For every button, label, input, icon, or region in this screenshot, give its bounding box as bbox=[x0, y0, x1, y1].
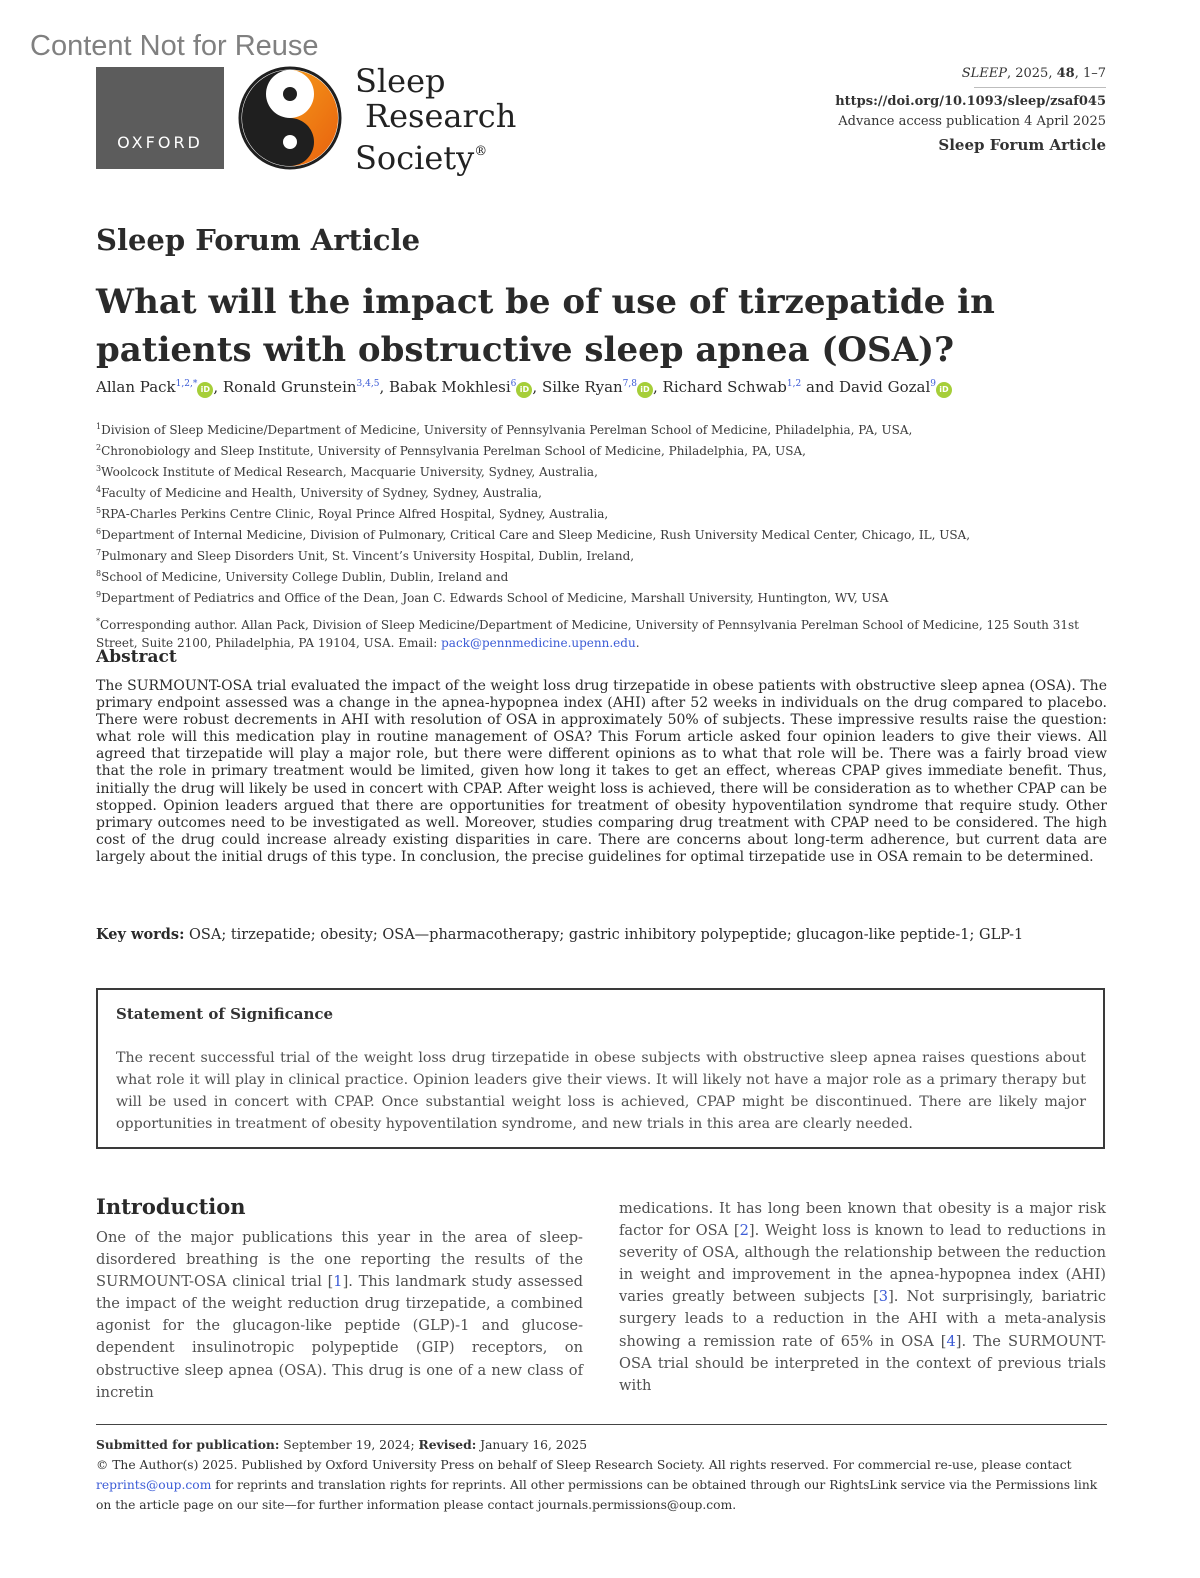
affiliation-item: $^5$RPA-Charles Perkins Centre Clinic, Royal Prince Alfred Hospital, Sydney, Australia, bbox=[96, 506, 609, 521]
affiliation-item: $^3$Woolcock Institute of Medical Research, Macquarie University, Sydney, Australia, bbox=[96, 464, 598, 479]
intro-column-right: medications. It has long been known that obesity is a major risk factor for OSA [2]. Weight loss is known to lead to reductions in severity of OSA, although the relationship between the reduction in weight and improvement in the apnea-hypopnea index (AHI) varies greatly between subjects [3]. Not surprisingly, bariatric surgery leads to a reduction in the AHI with a meta-analysis showing a remission rate of 65% in OSA [4]. The SURMOUNT-OSA trial should be interpreted in the context of previous trials with bbox=[619, 1200, 1106, 1394]
volume: 48 bbox=[1056, 66, 1075, 81]
society-name-line2: Research bbox=[365, 97, 517, 135]
author-affiliation-marks[interactable]: 1,2,* bbox=[175, 379, 198, 389]
sleep-research-society-logo bbox=[238, 66, 342, 170]
watermark-text: Content Not for Reuse bbox=[30, 30, 319, 62]
significance-box bbox=[96, 988, 1105, 1149]
society-name-line3: Society® bbox=[355, 139, 488, 177]
affiliation-item: $^1$Division of Sleep Medicine/Department of Medicine, University of Pennsylvania Perelman School of Medicine, Philadelphia, PA, USA, bbox=[96, 422, 913, 437]
submission-dates: Submitted for publication: September 19, 2024; Revised: January 16, 2025 bbox=[96, 1437, 588, 1452]
reference-link-1[interactable]: 1 bbox=[333, 1273, 343, 1291]
author-name: David Gozal bbox=[838, 378, 931, 396]
oxford-logo-label: OXFORD bbox=[117, 133, 203, 152]
affiliation-item: $^8$School of Medicine, University College Dublin, Dublin, Ireland and bbox=[96, 569, 509, 584]
orcid-icon[interactable]: iD bbox=[637, 382, 653, 398]
corresponding-author: *Corresponding author. Allan Pack, Division of Sleep Medicine/Department of Medicine, University of Pennsylvania Perelman School of Medicine, 125 South 31st Street, Suite 2100, Philadelphia, PA 19104, USA. Email: pack@pennmedicine.upenn.edu. bbox=[96, 617, 1079, 650]
author-name: Babak Mokhlesi bbox=[388, 378, 511, 396]
author-separator: and bbox=[801, 378, 839, 396]
affiliation-item: $^9$Department of Pediatrics and Office of the Dean, Joan C. Edwards School of Medicine, Marshall University, Huntington, WV, USA bbox=[96, 590, 889, 605]
author-affiliation-marks[interactable]: 1,2 bbox=[786, 379, 802, 389]
reference-link-4[interactable]: 4 bbox=[946, 1332, 956, 1350]
significance-heading: Statement of Significance bbox=[116, 1005, 334, 1023]
introduction-heading: Introduction bbox=[96, 1194, 246, 1219]
abstract-text: The SURMOUNT-OSA trial evaluated the impact of the weight loss drug tirzepatide in obese patients with obstructive sleep apnea (OSA). The primary endpoint assessed was a change in the apnea-hypopnea index (AHI) after 52 weeks in individuals on the drug compared to placebo. There were robust decrements in AHI with resolution of OSA in approximately 50% of subjects. These impressive results raise the question: what role will this medication play in routine management of OSA? This Forum article asked four opinion leaders to give their views. All agreed that tirzepatide will play a major role, but there were different opinions as to what that role will be. There was a fairly broad view that the role in primary treatment would be limited, given how long it takes to get an effect, whereas CPAP gives immediate benefit. Thus, initially the drug will likely be used in concert with CPAP. After weight loss is achieved, there will be consideration as to whether CPAP can be stopped. Opinion leaders argued that there are opportunities for treatment of obesity hypoventilation syndrome that require study. Other primary outcomes need to be investigated as well. Moreover, studies comparing drug treatment with CPAP need to be considered. The high cost of the drug could increase already existing disparities in care. There are concerns about long-term adherence, but current data are largely about the initial drugs of this type. In conclusion, the precise guidelines for optimal tirzepatide use in OSA remain to be determined. bbox=[96, 678, 1107, 865]
reprints-email-link[interactable]: reprints@oup.com bbox=[96, 1478, 212, 1492]
author-name: Ronald Grunstein bbox=[222, 378, 357, 396]
reference-link-2[interactable]: 2 bbox=[739, 1222, 749, 1240]
reference-link-3[interactable]: 3 bbox=[878, 1288, 889, 1306]
keywords-label: Key words: bbox=[96, 926, 185, 943]
affiliation-item: $^7$Pulmonary and Sleep Disorders Unit, St. Vincent’s University Hospital, Dublin, Ireland, bbox=[96, 548, 635, 563]
affiliations bbox=[96, 418, 1108, 652]
author-separator: , bbox=[532, 378, 542, 396]
footnote-rule bbox=[96, 1424, 1107, 1425]
orcid-icon[interactable]: iD bbox=[197, 382, 213, 398]
affiliation-item: $^2$Chronobiology and Sleep Institute, University of Pennsylvania Perelman School of Medicine, Philadelphia, PA, USA, bbox=[96, 443, 806, 458]
author-name: Silke Ryan bbox=[541, 378, 623, 396]
affiliation-item: $^4$Faculty of Medicine and Health, University of Sydney, Sydney, Australia, bbox=[96, 485, 542, 500]
author-list bbox=[96, 378, 952, 398]
author-affiliation-marks[interactable]: 7,8 bbox=[622, 379, 637, 389]
affiliation-item: $^6$Department of Internal Medicine, Division of Pulmonary, Critical Care and Sleep Medicine, Rush University Medical Center, Chicago, IL, USA, bbox=[96, 527, 971, 542]
author-affiliation-marks[interactable]: 3,4,5 bbox=[356, 379, 380, 389]
author-separator: , bbox=[379, 378, 389, 396]
section-label: Sleep Forum Article bbox=[96, 223, 421, 257]
article-type: Sleep Forum Article bbox=[938, 136, 1106, 154]
journal-meta bbox=[835, 64, 1106, 155]
orcid-icon[interactable]: iD bbox=[516, 382, 532, 398]
significance-text: The recent successful trial of the weight loss drug tirzepatide in obese subjects with obstructive sleep apnea raises questions about what role it will play in clinical practice. Opinion leaders give their views. It will likely not have a major role as a primary therapy but will be used in concert with CPAP. Once substantial weight loss is achieved, CPAP might be discontinued. There are likely major opportunities in treatment of obesity hypoventilation syndrome, and new trials in this area are clearly needed. bbox=[116, 1050, 1086, 1132]
doi-link[interactable]: https://doi.org/10.1093/sleep/zsaf045 bbox=[835, 94, 1106, 109]
registered-mark: ® bbox=[474, 144, 488, 159]
intro-column-left: One of the major publications this year in the area of sleep-disordered breathing is the one reporting the results of the SURMOUNT-OSA clinical trial [1]. This landmark study assessed the impact of the weight reduction drug tirzepatide, a combined agonist for the glucagon-like peptide (GLP)-1 and glucose-dependent insulinotropic polypeptide (GIP) receptors, on obstructive sleep apnea (OSA). This drug is one of a new class of incretin bbox=[96, 1229, 583, 1401]
corresponding-email-link[interactable]: pack@pennmedicine.upenn.edu bbox=[441, 636, 636, 650]
author-name: Allan Pack bbox=[96, 378, 176, 396]
keywords bbox=[96, 926, 1023, 943]
society-name bbox=[355, 64, 516, 176]
orcid-icon[interactable]: iD bbox=[936, 382, 952, 398]
citation-line: SLEEP, 2025, 48, 1–7 bbox=[961, 66, 1106, 81]
keywords-list: OSA; tirzepatide; obesity; OSA—pharmacotherapy; gastric inhibitory polypeptide; glucagon-like peptide-1; GLP-1 bbox=[184, 927, 1024, 943]
author-name: Richard Schwab bbox=[662, 378, 787, 396]
author-separator: , bbox=[653, 378, 663, 396]
author-affiliation-marks[interactable]: 9 bbox=[930, 379, 936, 389]
journal-name: SLEEP bbox=[961, 66, 1007, 81]
oxford-logo bbox=[96, 67, 224, 169]
society-name-line1: Sleep bbox=[355, 62, 446, 100]
article-title: What will the impact be of use of tirzepatide in patients with obstructive sleep apnea (OSA)? bbox=[96, 282, 995, 370]
publication-footnote bbox=[96, 1435, 1107, 1515]
author-affiliation-marks[interactable]: 6 bbox=[510, 379, 517, 389]
copyright-notice: © The Author(s) 2025. Published by Oxford University Press on behalf of Sleep Research Society. All rights reserved. For commercial re-use, please contact reprints@oup.com for reprints and translation rights for reprints. All other permissions can be obtained through our RightsLink service via the Permissions link on the article page on our site—for further information please contact journals.permissions@oup.com. bbox=[96, 1458, 1098, 1512]
abstract-heading: Abstract bbox=[96, 647, 177, 667]
meta-rule bbox=[974, 87, 1106, 88]
advance-access: Advance access publication 4 April 2025 bbox=[838, 114, 1106, 129]
author-separator: , bbox=[213, 378, 223, 396]
